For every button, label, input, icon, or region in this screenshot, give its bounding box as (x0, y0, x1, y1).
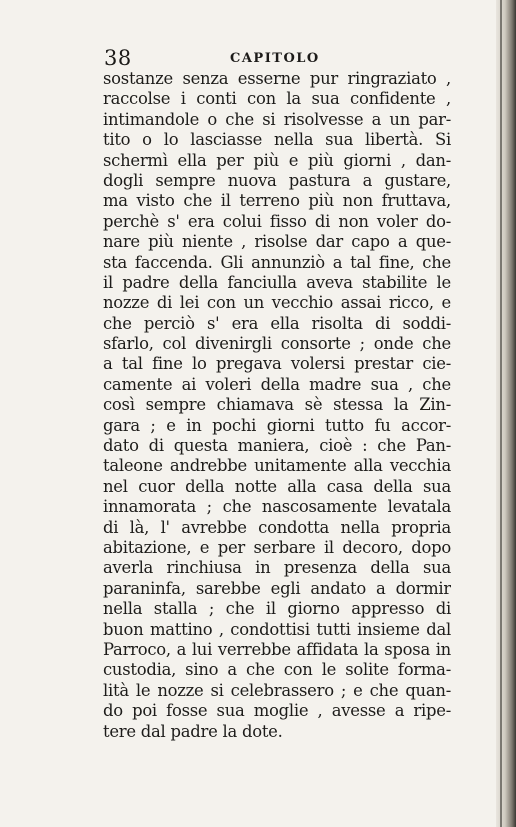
text-line: lità le nozze si celebrassero ; e che quan- (103, 680, 451, 700)
text-line: nozze di lei con un vecchio assai ricco, e (103, 293, 451, 313)
running-head: CAPITOLO (230, 51, 320, 66)
text-line: raccolse i conti con la sua confidente , (103, 89, 451, 109)
text-line: intimandole o che si risolvesse a un par- (103, 109, 451, 129)
text-line: così sempre chiamava sè stessa la Zin- (103, 395, 451, 415)
text-line: nel cuor della notte alla casa della sua (103, 476, 451, 496)
text-line: sostanze senza esserne pur ringraziato , (103, 69, 451, 88)
text-line: dogli sempre nuova pastura a gustare, (103, 170, 451, 190)
text-line: ma visto che il terreno più non fruttava, (103, 191, 451, 211)
text-line: custodia, sino a che con le solite forma- (103, 660, 451, 680)
text-line: perchè s' era colui fisso di non voler do- (103, 211, 451, 231)
text-line: tito o lo lasciasse nella sua libertà. Si (103, 130, 451, 150)
text-line: di là, l' avrebbe condotta nella propria (103, 517, 451, 537)
text-line: che perciò s' era ella risolta di soddi- (103, 313, 451, 333)
text-line: camente ai voleri della madre sua , che (103, 374, 451, 394)
text-line: sfarlo, col divenirgli consorte ; onde che (103, 334, 451, 354)
text-line: dato di questa maniera, cioè : che Pan- (103, 436, 451, 456)
text-line: paraninfa, sarebbe egli andato a dormir (103, 578, 451, 598)
text-line: tere dal padre la dote. (103, 721, 283, 741)
text-line: schermì ella per più e più giorni , dan- (103, 150, 451, 170)
body-text (103, 69, 451, 742)
text-line: sta faccenda. Gli annunziò a tal fine, che (103, 252, 451, 272)
text-line: buon mattino , condottisi tutti insieme dal (103, 619, 451, 639)
text-line: innamorata ; che nascosamente levatala (103, 497, 451, 517)
text-line: il padre della fanciulla aveva stabilite le (103, 272, 451, 292)
text-line: averla rinchiusa in presenza della sua (103, 558, 451, 578)
text-line: nella stalla ; che il giorno appresso di (103, 599, 451, 619)
page-number: 38 (104, 46, 132, 70)
text-line: Parroco, a lui verrebbe affidata la sposa in (103, 639, 451, 659)
page-edge-line (500, 0, 502, 827)
text-line: taleone andrebbe unitamente alla vecchia (103, 456, 451, 476)
book-spine-shadow (496, 0, 516, 827)
text-line: a tal fine lo pregava volersi prestar cie- (103, 354, 451, 374)
text-line: nare più niente , risolse dar capo a que- (103, 232, 451, 252)
text-line: do poi fosse sua moglie , avesse a ripe- (103, 701, 451, 721)
text-line: abitazione, e per serbare il decoro, dopo (103, 537, 451, 557)
text-line: gara ; e in pochi giorni tutto fu accor- (103, 415, 451, 435)
